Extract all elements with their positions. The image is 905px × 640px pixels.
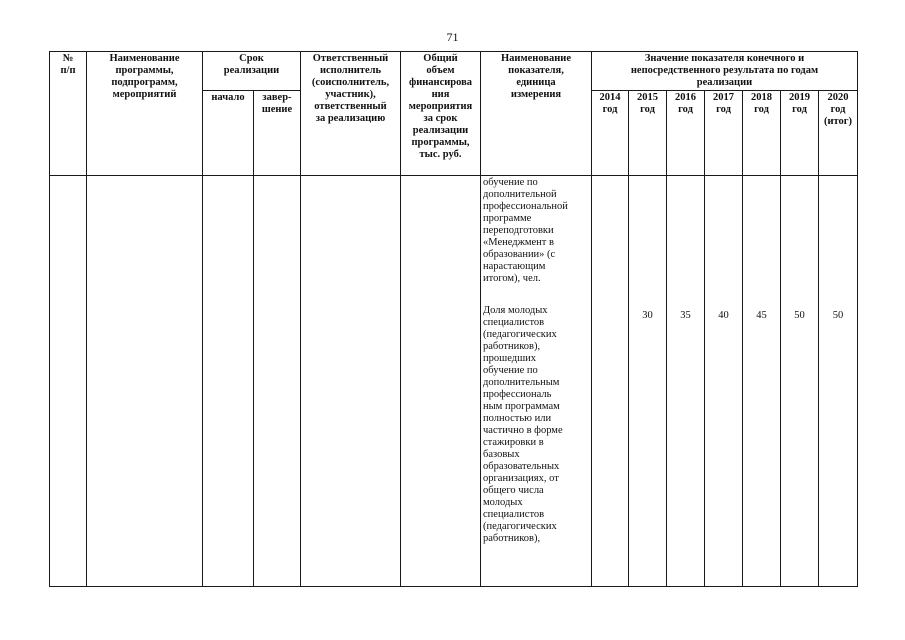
indicator-text-1: обучение по дополнительной профессиональной программе переподготовки «Менеджмент в образовании» (с нарастающим итогом), чел.: [483, 177, 568, 284]
cell-funding: [401, 176, 481, 587]
cell-value-2015: 30: [629, 176, 667, 587]
cell-responsible: [301, 176, 401, 587]
cell-value-2019: 50: [781, 176, 819, 587]
header-term-start: начало: [203, 91, 254, 176]
header-responsible: Ответственный исполнитель (соисполнитель, участник), ответственный за реализацию: [301, 52, 401, 176]
cell-program-name: [87, 176, 203, 587]
cell-value-2017: 40: [705, 176, 743, 587]
header-indicator: Наименование показателя, единица измерения: [481, 52, 592, 176]
page-number: 71: [446, 30, 459, 44]
header-year-2017: 2017 год: [705, 91, 743, 176]
cell-term-end: [254, 176, 301, 587]
table-row: [50, 176, 858, 587]
cell-value-2014: [592, 176, 629, 587]
header-term: Срок реализации: [203, 52, 301, 91]
cell-term-start: [203, 176, 254, 587]
header-value-group: Значение показателя конечного и непосредственного результата по годам реализации: [592, 52, 858, 91]
header-funding: Общий объем финансирова ния мероприятия за срок реализации программы, тыс. руб.: [401, 52, 481, 176]
header-year-2020: 2020 год (итог): [819, 91, 858, 176]
cell-value-2020: 50: [819, 176, 858, 587]
cell-value-2016: 35: [667, 176, 705, 587]
indicator-text-2: Доля молодых специалистов (педагогических работников), прошедших обучение по дополнительным профессиональ ным программам полностью или частично в форме стажировки в базовых образовательных организациях, от общего числа молодых специалистов (педагогических работников),: [483, 305, 563, 544]
cell-indicator: [481, 176, 592, 587]
header-row-1: [50, 52, 858, 91]
header-program-name: Наименование программы, подпрограмм, мероприятий: [87, 52, 203, 176]
program-table: [49, 51, 858, 587]
header-year-2014: 2014 год: [592, 91, 629, 176]
header-year-2015: 2015 год: [629, 91, 667, 176]
cell-value-2018: 45: [743, 176, 781, 587]
header-year-2019: 2019 год: [781, 91, 819, 176]
header-num: № п/п: [50, 52, 87, 176]
header-year-2016: 2016 год: [667, 91, 705, 176]
cell-num: [50, 176, 87, 587]
header-term-end: завер- шение: [254, 91, 301, 176]
header-year-2018: 2018 год: [743, 91, 781, 176]
